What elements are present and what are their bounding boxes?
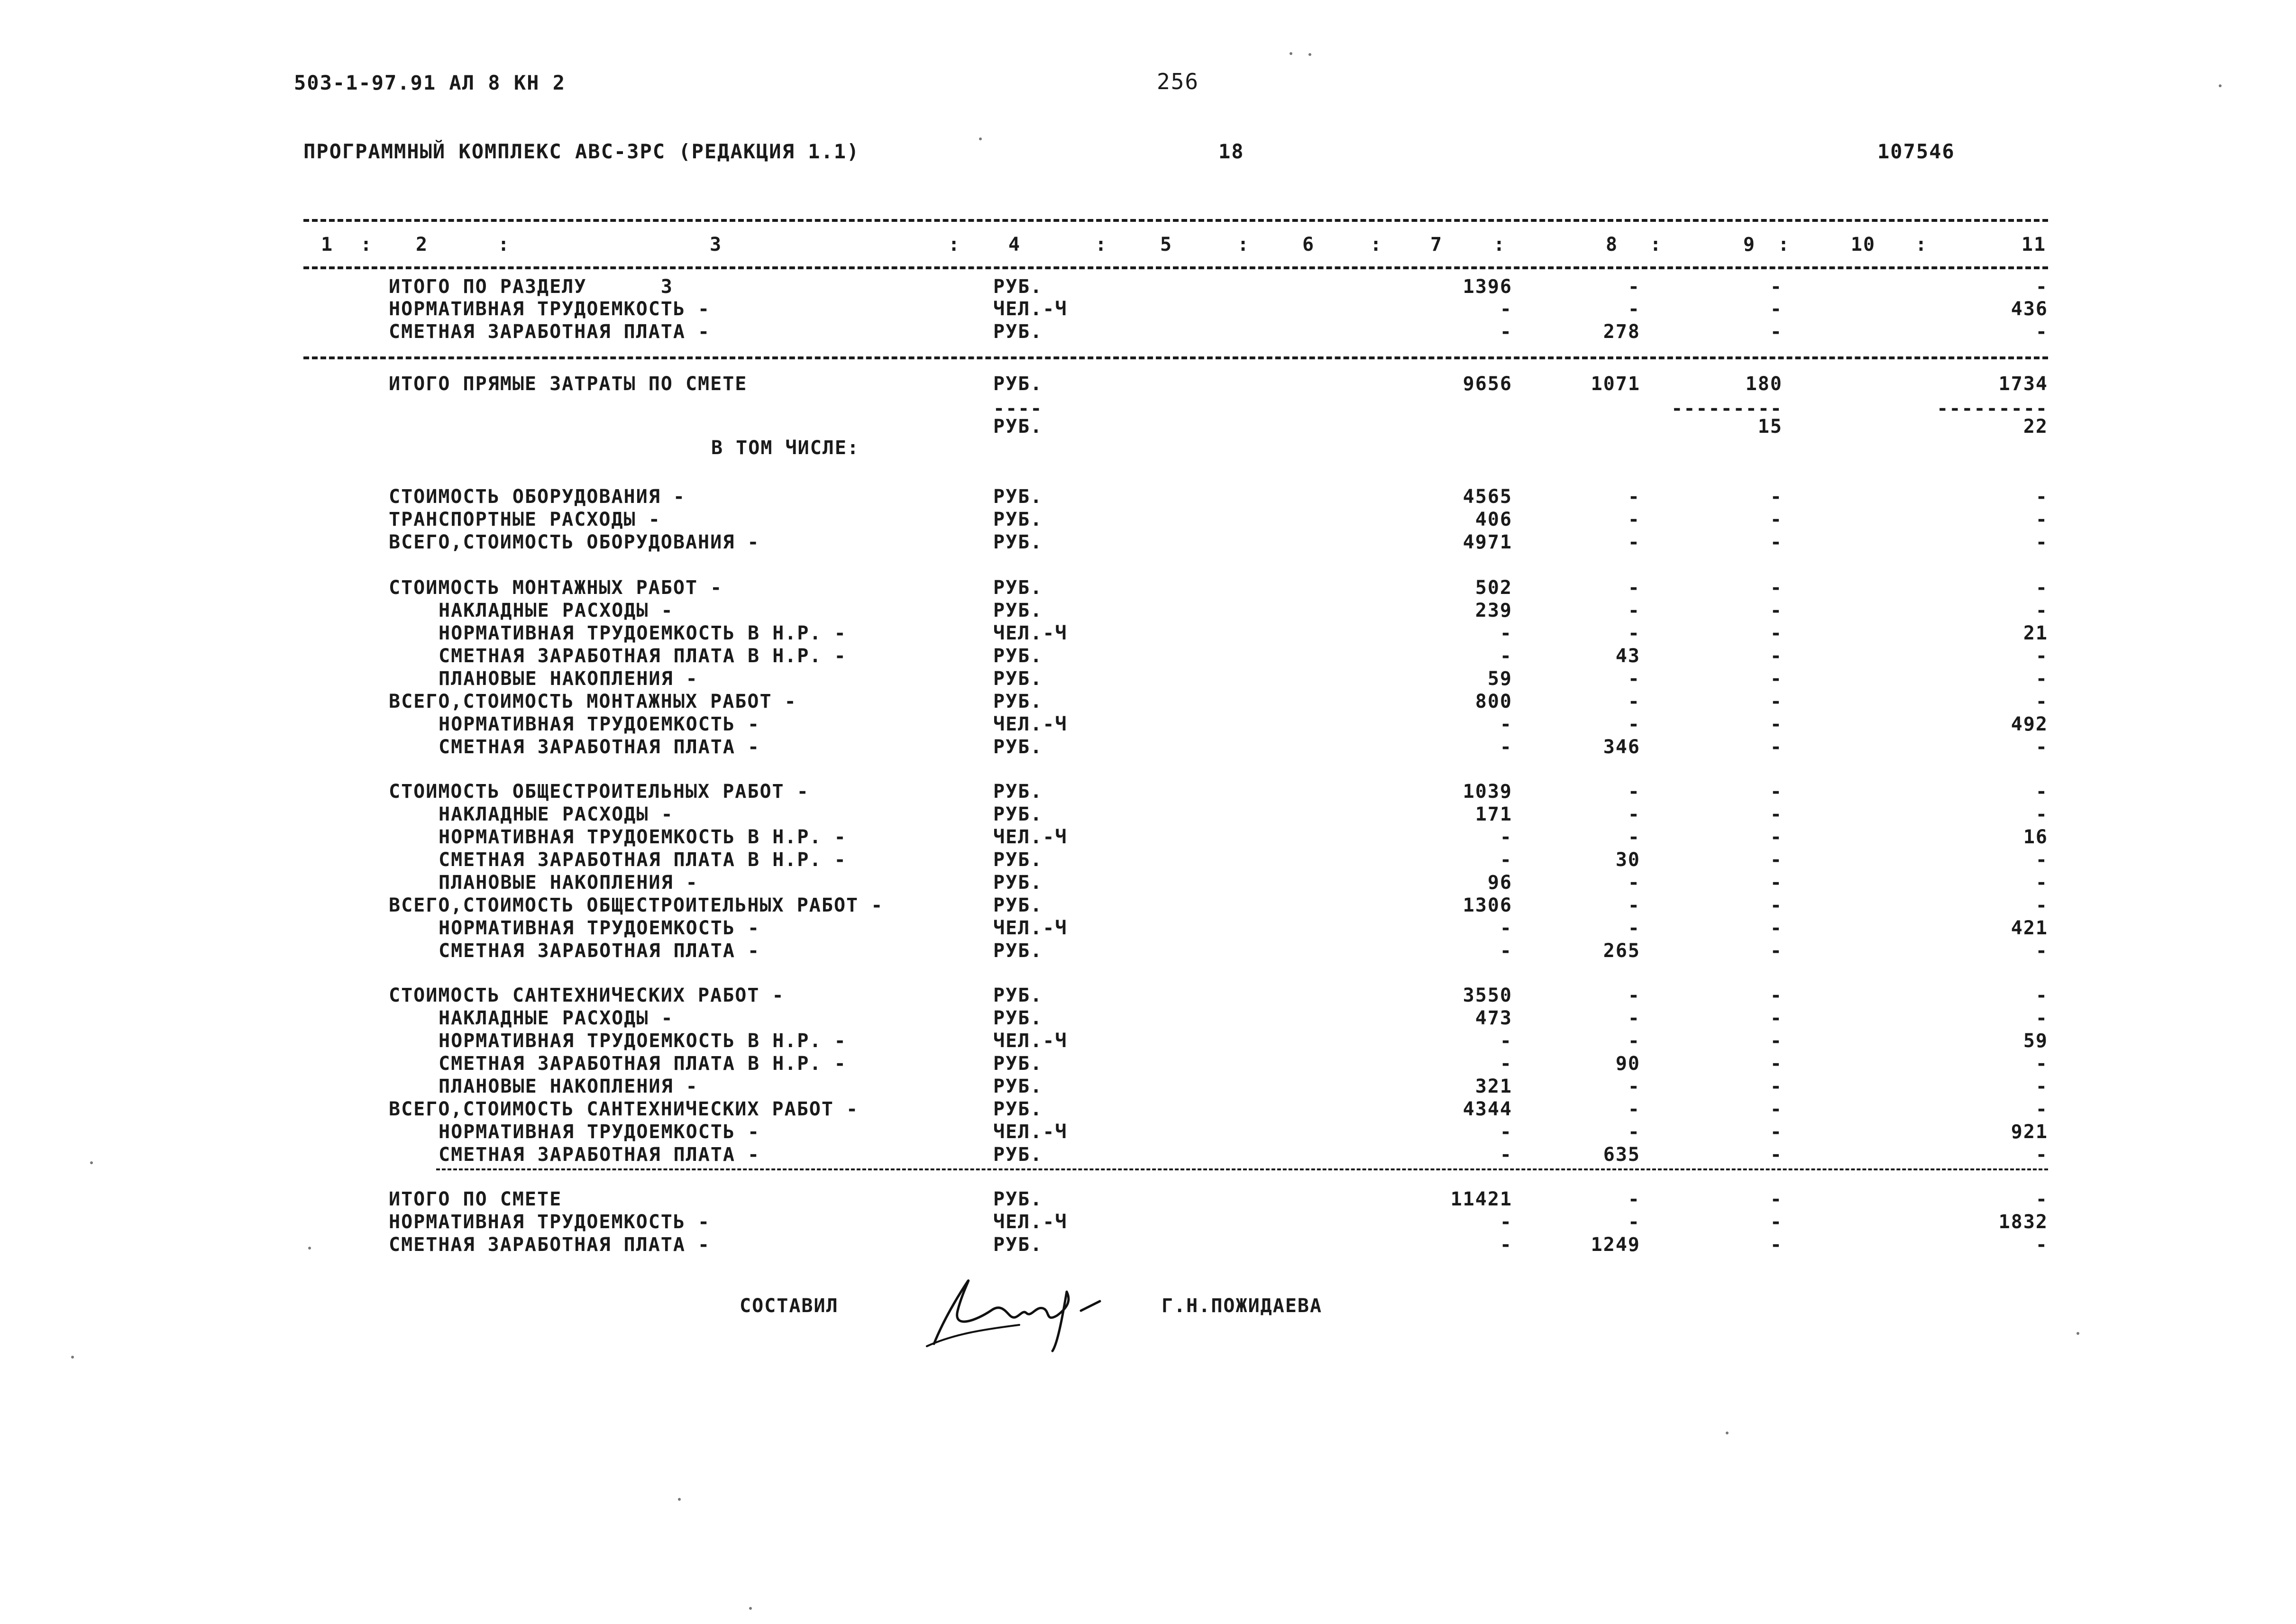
row-label: СМЕТНАЯ ЗАРАБОТНАЯ ПЛАТА - — [439, 1144, 760, 1166]
row-label: СМЕТНАЯ ЗАРАБОТНАЯ ПЛАТА - — [439, 940, 760, 962]
cell-c9: - — [1770, 668, 1783, 690]
cell-c8: - — [1628, 1211, 1640, 1233]
row-label: НОРМАТИВНАЯ ТРУДОЕМКОСТЬ В Н.Р. - — [439, 826, 847, 848]
row-unit: РУБ. — [993, 276, 1043, 298]
cell-c8: - — [1628, 781, 1640, 803]
cell-c7: 239 — [1475, 600, 1512, 621]
scan-speck — [1290, 52, 1292, 55]
cell-c9: - — [1770, 1144, 1783, 1166]
row-label: НАКЛАДНЫЕ РАСХОДЫ - — [439, 600, 674, 621]
row-label: СМЕТНАЯ ЗАРАБОТНАЯ ПЛАТА - — [389, 321, 711, 343]
cell-c8: - — [1628, 985, 1640, 1006]
cell-c7: 4565 — [1463, 486, 1512, 508]
cell-c7: - — [1500, 826, 1512, 848]
row-unit: РУБ. — [993, 894, 1043, 916]
column-header: 2 — [415, 234, 429, 255]
column-separator: : — [1915, 234, 1928, 255]
cell-c11: - — [2035, 509, 2048, 530]
row-label: СТОИМОСТЬ МОНТАЖНЫХ РАБОТ - — [389, 577, 723, 599]
row-label: НОРМАТИВНАЯ ТРУДОЕМКОСТЬ - — [439, 917, 760, 939]
row-label: ИТОГО ПРЯМЫЕ ЗАТРАТЫ ПО СМЕТЕ — [389, 373, 748, 395]
row-unit: РУБ. — [993, 781, 1043, 803]
row-unit: ЧЕЛ.-Ч — [993, 826, 1068, 848]
cell-c8: - — [1628, 298, 1640, 320]
cell-c11: - — [2035, 849, 2048, 871]
cell-c9: 180 — [1745, 373, 1783, 395]
cell-c11: - — [2035, 276, 2048, 298]
cell-c11: - — [2035, 1144, 2048, 1166]
cell-c9: - — [1770, 1076, 1783, 1097]
cell-c11: 921 — [2011, 1121, 2048, 1143]
cell-c11: - — [2035, 486, 2048, 508]
cell-c8: - — [1628, 1030, 1640, 1052]
cell-c9: - — [1770, 894, 1783, 916]
column-separator: : — [1095, 234, 1108, 255]
cell-c11: - — [2035, 1234, 2048, 1256]
cell-c7: - — [1500, 1144, 1512, 1166]
row-unit: РУБ. — [993, 486, 1043, 508]
cell-c11: - — [2035, 1098, 2048, 1120]
cell-c8: - — [1628, 894, 1640, 916]
cell-c7: 11421 — [1450, 1188, 1512, 1210]
cell-c8: - — [1628, 691, 1640, 712]
document-id: 107546 — [1877, 140, 1955, 163]
cell-c7: - — [1500, 1053, 1512, 1075]
row-unit: ЧЕЛ.-Ч — [993, 622, 1068, 644]
row-unit: ЧЕЛ.-Ч — [993, 1030, 1068, 1052]
row-unit: РУБ. — [993, 803, 1043, 825]
column-separator: : — [948, 234, 961, 255]
cell-c9: - — [1770, 1188, 1783, 1210]
cell-c8: - — [1628, 622, 1640, 644]
column-separator: : — [1778, 234, 1791, 255]
row-unit: РУБ. — [993, 1188, 1043, 1210]
cell-c7: - — [1500, 849, 1512, 871]
row-label: НОРМАТИВНАЯ ТРУДОЕМКОСТЬ - — [439, 713, 760, 735]
cell-c11: - — [2035, 1188, 2048, 1210]
cell-c7: 3550 — [1463, 985, 1512, 1006]
cell-c7: - — [1500, 1211, 1512, 1233]
column-separator: : — [1370, 234, 1383, 255]
cell-c7: - — [1500, 917, 1512, 939]
cell-c11: - — [2035, 321, 2048, 343]
cell-c9: - — [1770, 713, 1783, 735]
cell-c8: - — [1628, 600, 1640, 621]
cell-c7: - — [1500, 298, 1512, 320]
column-header: 5 — [1160, 234, 1173, 255]
cell-c11: 1734 — [1998, 373, 2048, 395]
row-label: ВСЕГО,СТОИМОСТЬ ОБЩЕСТРОИТЕЛЬНЫХ РАБОТ - — [389, 894, 884, 916]
row-unit: РУБ. — [993, 321, 1043, 343]
column-header: 10 — [1850, 234, 1876, 255]
row-unit: РУБ. — [993, 373, 1043, 395]
cell-c9: - — [1770, 803, 1783, 825]
row-label: ИТОГО ПО РАЗДЕЛУ 3 — [389, 276, 673, 298]
cell-c11: 16 — [2023, 826, 2048, 848]
row-unit: РУБ. — [993, 736, 1043, 758]
row-unit: РУБ. — [993, 416, 1043, 438]
row-label: НОРМАТИВНАЯ ТРУДОЕМКОСТЬ - — [389, 298, 711, 320]
cell-c9: - — [1770, 600, 1783, 621]
cell-c9: - — [1770, 940, 1783, 962]
row-unit: РУБ. — [993, 1076, 1043, 1097]
cell-c11: - — [2035, 600, 2048, 621]
cell-c11: - — [2035, 736, 2048, 758]
cell-c9: - — [1770, 1053, 1783, 1075]
cell-c11: - — [2035, 781, 2048, 803]
total-rule — [436, 1168, 2048, 1170]
scan-speck — [2219, 84, 2222, 87]
row-unit: РУБ. — [993, 577, 1043, 599]
row-label: НОРМАТИВНАЯ ТРУДОЕМКОСТЬ В Н.Р. - — [439, 622, 847, 644]
row-label: НАКЛАДНЫЕ РАСХОДЫ - — [439, 1007, 674, 1029]
row-label: ПЛАНОВЫЕ НАКОПЛЕНИЯ - — [439, 668, 698, 690]
row-label: НОРМАТИВНАЯ ТРУДОЕМКОСТЬ - — [389, 1211, 711, 1233]
cell-c7: - — [1500, 1121, 1512, 1143]
row-unit: ЧЕЛ.-Ч — [993, 298, 1068, 320]
row-label: НОРМАТИВНАЯ ТРУДОЕМКОСТЬ В Н.Р. - — [439, 1030, 847, 1052]
cell-c11: - — [2035, 645, 2048, 667]
cell-c11: 22 — [2023, 416, 2048, 438]
row-unit: РУБ. — [993, 509, 1043, 530]
cell-c8: 346 — [1603, 736, 1640, 758]
section-heading: В ТОМ ЧИСЛЕ: — [711, 437, 860, 459]
scan-speck — [2076, 1332, 2079, 1335]
cell-c9: - — [1770, 509, 1783, 530]
cell-c11: - — [2035, 985, 2048, 1006]
column-header: 3 — [709, 234, 723, 255]
cell-c7: 502 — [1475, 577, 1512, 599]
cell-c9: - — [1770, 849, 1783, 871]
signature — [924, 1263, 1109, 1353]
scan-speck — [749, 1607, 752, 1610]
column-separator: : — [360, 234, 373, 255]
scan-speck — [90, 1161, 93, 1164]
cell-c8: - — [1628, 803, 1640, 825]
cell-c8: - — [1628, 872, 1640, 894]
cell-c7: 4971 — [1463, 531, 1512, 553]
row-unit: РУБ. — [993, 1053, 1043, 1075]
cell-c11: 492 — [2011, 713, 2048, 735]
cell-c9: - — [1770, 486, 1783, 508]
cell-c9: - — [1770, 645, 1783, 667]
scan-speck — [979, 137, 982, 140]
cell-c9: - — [1770, 1121, 1783, 1143]
cell-c8: - — [1628, 1076, 1640, 1097]
cell-c7: 4344 — [1463, 1098, 1512, 1120]
cell-c7: 1306 — [1463, 894, 1512, 916]
cell-c8: - — [1628, 276, 1640, 298]
cell-c8: - — [1628, 826, 1640, 848]
cell-c9: - — [1770, 1098, 1783, 1120]
cell-c7: 1039 — [1463, 781, 1512, 803]
cell-c8: 265 — [1603, 940, 1640, 962]
cell-c11: 21 — [2023, 622, 2048, 644]
compiled-by-label: СОСТАВИЛ — [740, 1295, 839, 1317]
scan-speck — [1726, 1432, 1729, 1434]
cell-c11: 421 — [2011, 917, 2048, 939]
cell-c8: - — [1628, 531, 1640, 553]
cell-c9: - — [1770, 1211, 1783, 1233]
subtotal-underline: --------- — [1671, 398, 1783, 420]
column-separator: : — [1237, 234, 1250, 255]
row-unit: РУБ. — [993, 600, 1043, 621]
row-label: ВСЕГО,СТОИМОСТЬ САНТЕХНИЧЕСКИХ РАБОТ - — [389, 1098, 859, 1120]
column-separator: : — [1650, 234, 1663, 255]
cell-c9: - — [1770, 736, 1783, 758]
cell-c7: - — [1500, 622, 1512, 644]
cell-c7: - — [1500, 940, 1512, 962]
row-label: ВСЕГО,СТОИМОСТЬ ОБОРУДОВАНИЯ - — [389, 531, 760, 553]
row-label: ТРАНСПОРТНЫЕ РАСХОДЫ - — [389, 509, 661, 530]
row-label: ИТОГО ПО СМЕТЕ — [389, 1188, 562, 1210]
cell-c8: 43 — [1615, 645, 1640, 667]
cell-c9: - — [1770, 1007, 1783, 1029]
cell-c8: 635 — [1603, 1144, 1640, 1166]
cell-c9: - — [1770, 917, 1783, 939]
section-rule — [303, 356, 2048, 359]
row-label: СМЕТНАЯ ЗАРАБОТНАЯ ПЛАТА В Н.Р. - — [439, 1053, 847, 1075]
cell-c7: 9656 — [1463, 373, 1512, 395]
row-label: ПЛАНОВЫЕ НАКОПЛЕНИЯ - — [439, 1076, 698, 1097]
column-header: 11 — [2021, 234, 2047, 255]
row-unit: РУБ. — [993, 645, 1043, 667]
cell-c8: - — [1628, 1007, 1640, 1029]
cell-c7: 406 — [1475, 509, 1512, 530]
cell-c7: - — [1500, 713, 1512, 735]
cell-c9: - — [1770, 577, 1783, 599]
cell-c7: 800 — [1475, 691, 1512, 712]
column-header-rule — [303, 266, 2048, 269]
cell-c8: - — [1628, 1188, 1640, 1210]
cell-c7: - — [1500, 1234, 1512, 1256]
cell-c8: - — [1628, 577, 1640, 599]
cell-c8: 278 — [1603, 321, 1640, 343]
row-label: СТОИМОСТЬ ОБОРУДОВАНИЯ - — [389, 486, 686, 508]
cell-c7: - — [1500, 645, 1512, 667]
column-header: 8 — [1605, 234, 1619, 255]
compiled-by-name: Г.Н.ПОЖИДАЕВА — [1162, 1295, 1323, 1317]
row-unit: РУБ. — [993, 1007, 1043, 1029]
scan-speck — [678, 1498, 681, 1501]
cell-c11: - — [2035, 803, 2048, 825]
subtotal-underline: --------- — [1937, 398, 2048, 420]
cell-c11: - — [2035, 1053, 2048, 1075]
row-label: ПЛАНОВЫЕ НАКОПЛЕНИЯ - — [439, 872, 698, 894]
cell-c9: - — [1770, 691, 1783, 712]
cell-c8: - — [1628, 917, 1640, 939]
cell-c8: 1249 — [1591, 1234, 1640, 1256]
row-unit: РУБ. — [993, 940, 1043, 962]
scan-speck — [71, 1356, 74, 1359]
cell-c9: - — [1770, 622, 1783, 644]
cell-c9: - — [1770, 531, 1783, 553]
sheet-number: 18 — [1218, 140, 1244, 163]
cell-c9: - — [1770, 872, 1783, 894]
column-header: 1 — [320, 234, 334, 255]
row-unit: ЧЕЛ.-Ч — [993, 1121, 1068, 1143]
row-unit: РУБ. — [993, 849, 1043, 871]
cell-c11: - — [2035, 531, 2048, 553]
row-label: СТОИМОСТЬ ОБЩЕСТРОИТЕЛЬНЫХ РАБОТ - — [389, 781, 809, 803]
cell-c11: - — [2035, 691, 2048, 712]
cell-c9: - — [1770, 276, 1783, 298]
page-number: 256 — [1157, 69, 1199, 94]
cell-c11: - — [2035, 1007, 2048, 1029]
cell-c11: - — [2035, 940, 2048, 962]
row-label: НОРМАТИВНАЯ ТРУДОЕМКОСТЬ - — [439, 1121, 760, 1143]
cell-c9: - — [1770, 1234, 1783, 1256]
cell-c7: - — [1500, 1030, 1512, 1052]
cell-c9: - — [1770, 1030, 1783, 1052]
row-unit: РУБ. — [993, 668, 1043, 690]
cell-c9: - — [1770, 985, 1783, 1006]
column-header: 4 — [1008, 234, 1021, 255]
row-unit: РУБ. — [993, 531, 1043, 553]
cell-c11: 436 — [2011, 298, 2048, 320]
cell-c7: 1396 — [1463, 276, 1512, 298]
cell-c7: 96 — [1487, 872, 1512, 894]
column-header: 7 — [1430, 234, 1443, 255]
cell-c8: 1071 — [1591, 373, 1640, 395]
cell-c7: - — [1500, 736, 1512, 758]
column-separator: : — [1493, 234, 1506, 255]
cell-c11: - — [2035, 872, 2048, 894]
cell-c8: - — [1628, 509, 1640, 530]
cell-c9: - — [1770, 321, 1783, 343]
row-unit: РУБ. — [993, 691, 1043, 712]
row-label: СТОИМОСТЬ САНТЕХНИЧЕСКИХ РАБОТ - — [389, 985, 785, 1006]
cell-c9: - — [1770, 826, 1783, 848]
cell-c9: - — [1770, 781, 1783, 803]
cell-c11: 59 — [2023, 1030, 2048, 1052]
cell-c11: - — [2035, 1076, 2048, 1097]
row-unit: ЧЕЛ.-Ч — [993, 1211, 1068, 1233]
program-title: ПРОГРАММНЫЙ КОМПЛЕКС АВС-3РС (РЕДАКЦИЯ 1.1) — [303, 140, 860, 163]
row-label: СМЕТНАЯ ЗАРАБОТНАЯ ПЛАТА - — [389, 1234, 711, 1256]
column-header: 6 — [1302, 234, 1315, 255]
cell-c7: 171 — [1475, 803, 1512, 825]
row-unit: РУБ. — [993, 985, 1043, 1006]
cell-c8: 90 — [1615, 1053, 1640, 1075]
unit-underline: ---- — [993, 398, 1043, 420]
doc-code: 503-1-97.91 АЛ 8 КН 2 — [294, 71, 566, 94]
cell-c9: - — [1770, 298, 1783, 320]
cell-c8: - — [1628, 486, 1640, 508]
scan-speck — [308, 1247, 311, 1250]
table-top-rule — [303, 219, 2048, 222]
row-unit: ЧЕЛ.-Ч — [993, 713, 1068, 735]
cell-c11: - — [2035, 894, 2048, 916]
cell-c7: 321 — [1475, 1076, 1512, 1097]
column-header: 9 — [1743, 234, 1756, 255]
scan-speck — [1308, 53, 1311, 56]
cell-c8: 30 — [1615, 849, 1640, 871]
row-unit: РУБ. — [993, 1234, 1043, 1256]
row-label: СМЕТНАЯ ЗАРАБОТНАЯ ПЛАТА В Н.Р. - — [439, 849, 847, 871]
row-label: ВСЕГО,СТОИМОСТЬ МОНТАЖНЫХ РАБОТ - — [389, 691, 797, 712]
row-unit: РУБ. — [993, 872, 1043, 894]
column-separator: : — [498, 234, 511, 255]
row-label: НАКЛАДНЫЕ РАСХОДЫ - — [439, 803, 674, 825]
row-label: СМЕТНАЯ ЗАРАБОТНАЯ ПЛАТА - — [439, 736, 760, 758]
row-label: СМЕТНАЯ ЗАРАБОТНАЯ ПЛАТА В Н.Р. - — [439, 645, 847, 667]
cell-c8: - — [1628, 1098, 1640, 1120]
cell-c8: - — [1628, 1121, 1640, 1143]
cell-c11: - — [2035, 577, 2048, 599]
cell-c7: - — [1500, 321, 1512, 343]
cell-c11: 1832 — [1998, 1211, 2048, 1233]
cell-c8: - — [1628, 668, 1640, 690]
cell-c7: 473 — [1475, 1007, 1512, 1029]
row-unit: РУБ. — [993, 1144, 1043, 1166]
row-unit: РУБ. — [993, 1098, 1043, 1120]
cell-c11: - — [2035, 668, 2048, 690]
row-unit: ЧЕЛ.-Ч — [993, 917, 1068, 939]
cell-c9: 15 — [1757, 416, 1783, 438]
cell-c8: - — [1628, 713, 1640, 735]
cell-c7: 59 — [1487, 668, 1512, 690]
